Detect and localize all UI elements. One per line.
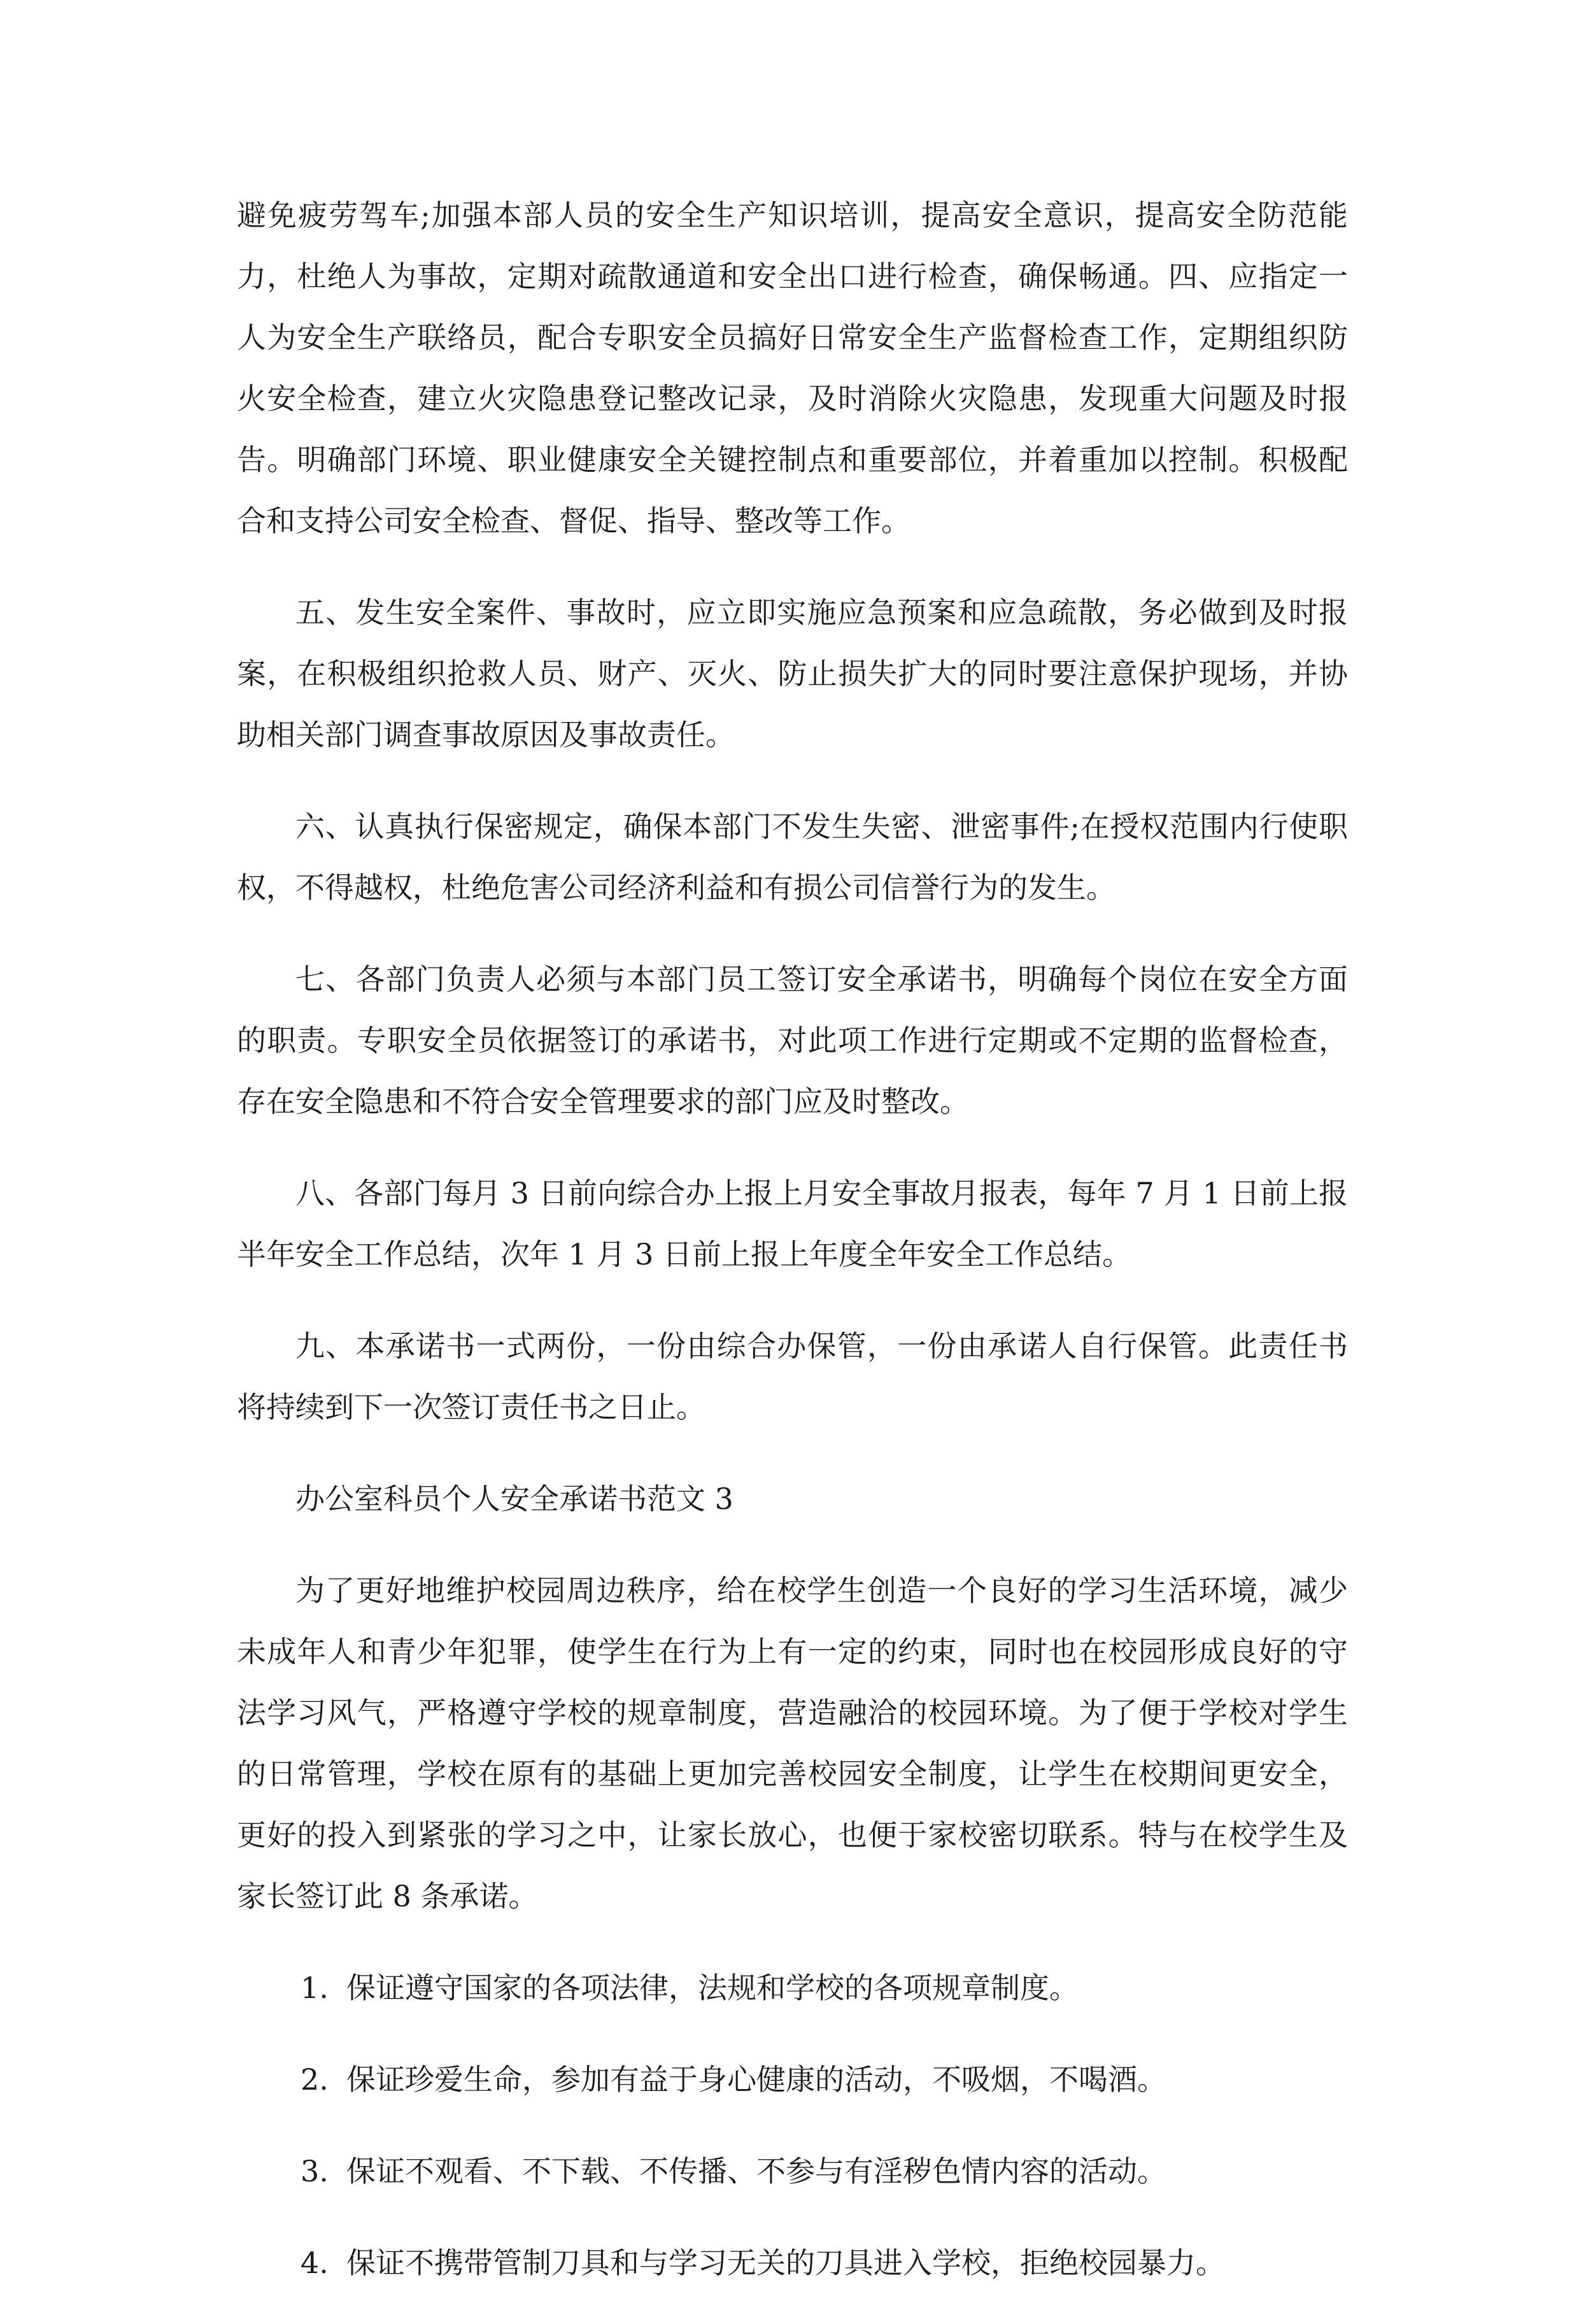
list-item-text: 保证遵守国家的各项法律，法规和学校的各项规章制度。 — [346, 1971, 1079, 2005]
list-item-text: 保证不携带管制刀具和与学习无关的刀具进入学校，拒绝校园暴力。 — [346, 2246, 1225, 2280]
list-item — [237, 2141, 1348, 2202]
paragraph-seven: 七、各部门负责人必须与本部门员工签订安全承诺书，明确每个岗位在安全方面的职责。专职安全员依据签订的承诺书，对此项工作进行定期或不定期的监督检查，存在安全隐患和不符合安全管理要求的部门应及时整改。 — [237, 962, 1348, 1119]
paragraph-nine: 九、本承诺书一式两份，一份由综合办保管，一份由承诺人自行保管。此责任书将持续到下一次签订责任书之日止。 — [237, 1329, 1348, 1424]
intro-paragraph: 为了更好地维护校园周边秩序，给在校学生创造一个良好的学习生活环境，减少未成年人和青少年犯罪，使学生在行为上有一定的约束，同时也在校园形成良好的守法学习风气，严格遵守学校的规章制度，营造融洽的校园环境。为了便于学校对学生的日常管理，学校在原有的基础上更加完善校园安全制度，让学生在校期间更安全，更好的投入到紧张的学习之中，让家长放心，也便于家校密切联系。特与在校学生及家长签订此 8 条承诺。 — [237, 1573, 1348, 1913]
paragraph-six: 六、认真执行保密规定，确保本部门不发生失密、泄密事件;在授权范围内行使职权，不得越权，杜绝危害公司经济利益和有损公司信誉行为的发生。 — [237, 809, 1348, 905]
list-item-text: 保证珍爱生命，参加有益于身心健康的活动，不吸烟，不喝酒。 — [346, 2062, 1166, 2097]
list-item-number: 3. — [301, 2154, 329, 2188]
paragraph-eight: 八、各部门每月 3 日前向综合办上报上月安全事故月报表，每年 7 月 1 日前上报半年安全工作总结，次年 1 月 3 日前上报上年度全年安全工作总结。 — [237, 1176, 1348, 1272]
list-item-text: 保证不观看、不下载、不传播、不参与有淫秽色情内容的活动。 — [346, 2154, 1166, 2188]
paragraph-continued: 避免疲劳驾车;加强本部人员的安全生产知识培训，提高安全意识，提高安全防范能力，杜绝人为事故，定期对疏散通道和安全出口进行检查，确保畅通。四、应指定一人为安全生产联络员，配合专职安全员搞好日常安全生产监督检查工作，定期组织防火安全检查，建立火灾隐患登记整改记录，及时消除火灾隐患，发现重大问题及时报告。明确部门环境、职业健康安全关键控制点和重要部位，并着重加以控制。积极配合和支持公司安全检查、督促、指导、整改等工作。 — [237, 198, 1348, 538]
paragraph-five: 五、发生安全案件、事故时，应立即实施应急预案和应急疏散，务必做到及时报案，在积极组织抢救人员、财产、灭火、防止损失扩大的同时要注意保护现场，并协助相关部门调查事故原因及事故责任。 — [237, 595, 1348, 752]
list-item — [237, 2049, 1348, 2110]
list-item-number: 2. — [301, 2062, 329, 2097]
list-item — [237, 1957, 1348, 2018]
section-title: 办公室科员个人安全承诺书范文 3 — [295, 1482, 733, 1516]
list-item-number: 1. — [301, 1971, 329, 2005]
list-item-number: 4. — [301, 2246, 329, 2280]
document-body — [237, 185, 1348, 2324]
list-item — [237, 2232, 1348, 2293]
